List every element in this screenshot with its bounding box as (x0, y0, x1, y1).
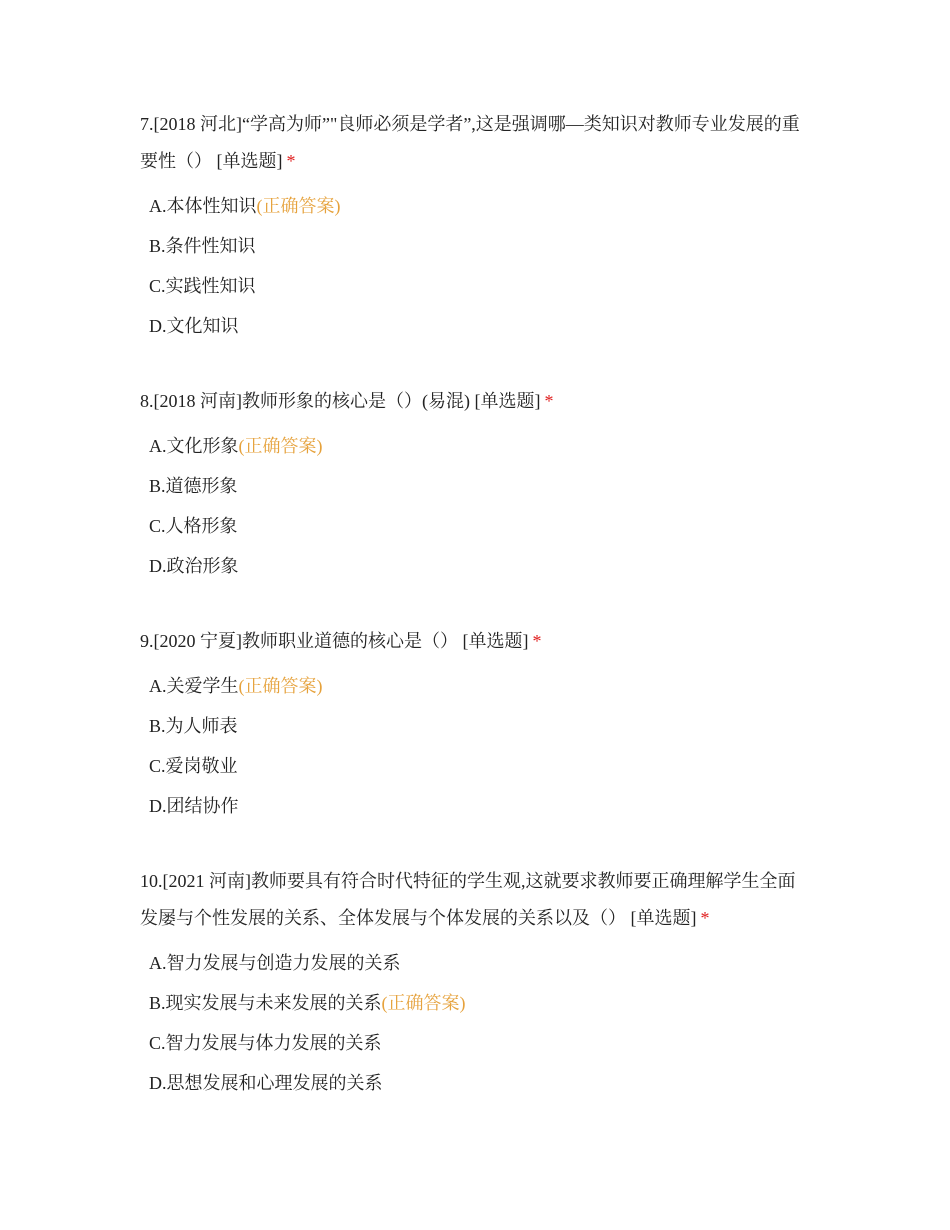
option-a[interactable] (140, 426, 810, 466)
question-text (140, 623, 810, 660)
option-c[interactable] (140, 746, 810, 786)
question-10 (140, 863, 810, 1103)
question-7 (140, 106, 810, 346)
question-number: 8. (140, 391, 154, 411)
question-type: [单选题] (474, 391, 541, 411)
option-a[interactable] (140, 943, 810, 983)
correct-answer-note: (正确答案) (256, 196, 341, 216)
option-label: B.现实发展与未来发展的关系 (149, 993, 382, 1013)
option-label: A.关爱学生 (149, 676, 239, 696)
option-b[interactable] (140, 706, 810, 746)
question-type: [单选题] (630, 908, 697, 928)
question-text (140, 383, 810, 420)
option-label: D.文化知识 (149, 316, 239, 336)
required-mark: * (532, 631, 542, 651)
option-d[interactable] (140, 306, 810, 346)
question-stem: [2021 河南]教师要具有符合时代特征的学生观,这就要求教师要正确理解学生全面发屡与个性发展的关系、全体发展与个体发展的关系以及（） (140, 871, 796, 928)
question-stem: [2018 河北]“学高为师”"良师必须是学者”,这是强调哪—类知识对教师专业发展的重要性（） (140, 114, 800, 171)
option-label: D.团结协作 (149, 796, 239, 816)
option-a[interactable] (140, 666, 810, 706)
option-b[interactable] (140, 226, 810, 266)
option-label: A.文化形象 (149, 436, 239, 456)
option-b[interactable] (140, 983, 810, 1023)
question-stem: [2020 宁夏]教师职业道德的核心是（） (153, 631, 458, 651)
option-label: C.智力发展与体力发展的关系 (149, 1033, 382, 1053)
option-label: A.本体性知识 (149, 196, 257, 216)
correct-answer-note: (正确答案) (381, 993, 466, 1013)
question-number: 10. (140, 871, 163, 891)
required-mark: * (544, 391, 554, 411)
option-label: D.思想发展和心理发展的关系 (149, 1073, 383, 1093)
correct-answer-note: (正确答案) (238, 436, 323, 456)
question-list (140, 106, 810, 1140)
question-number: 7. (140, 114, 154, 134)
question-8 (140, 383, 810, 586)
option-label: B.条件性知识 (149, 236, 256, 256)
option-a[interactable] (140, 186, 810, 226)
option-label: C.人格形象 (149, 516, 238, 536)
question-stem: [2018 河南]教师形象的核心是（）(易混) (153, 391, 470, 411)
question-type: [单选题] (462, 631, 529, 651)
option-label: A.智力发展与创造力发展的关系 (149, 953, 401, 973)
required-mark: * (286, 151, 296, 171)
option-d[interactable] (140, 786, 810, 826)
option-c[interactable] (140, 506, 810, 546)
option-label: C.爱岗敬业 (149, 756, 238, 776)
option-label: D.政治形象 (149, 556, 239, 576)
option-label: B.道德形象 (149, 476, 238, 496)
option-d[interactable] (140, 1063, 810, 1103)
question-type: [单选题] (216, 151, 283, 171)
question-9 (140, 623, 810, 826)
question-number: 9. (140, 631, 154, 651)
option-label: B.为人师表 (149, 716, 238, 736)
required-mark: * (700, 908, 710, 928)
correct-answer-note: (正确答案) (238, 676, 323, 696)
option-c[interactable] (140, 266, 810, 306)
option-label: C.实践性知识 (149, 276, 256, 296)
option-b[interactable] (140, 466, 810, 506)
option-d[interactable] (140, 546, 810, 586)
option-c[interactable] (140, 1023, 810, 1063)
question-text (140, 863, 810, 937)
question-text (140, 106, 810, 180)
